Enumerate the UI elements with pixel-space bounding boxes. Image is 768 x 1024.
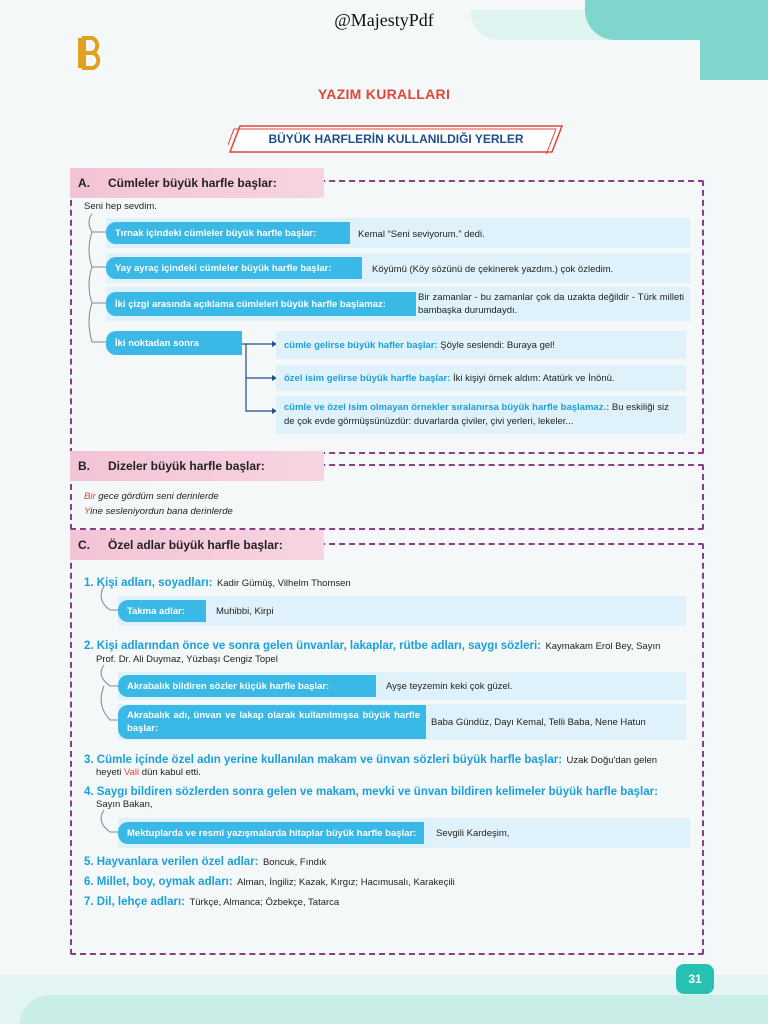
rule-a3-label: İki çizgi arasında açıklama cümleleri büyük harfle başlamaz:: [106, 292, 416, 316]
item-4-sub-label: Mektuplarda ve resmî yazışmalarda hitaplar büyük harfle başlar:: [118, 822, 424, 844]
item-1-sub-example: Muhibbi, Kirpi: [216, 606, 274, 617]
item-3: [84, 751, 694, 768]
item-4-head: 4. Saygı bildiren sözlerden sonra gelen ve makam, mevki ve ünvan bildiren kelimeler büyük harfle başlar:: [84, 786, 658, 798]
item-2-sub2-example: Baba Gündüz, Dayı Kemal, Telli Baba, Nene Hatun: [431, 717, 646, 728]
subrule-1-example: Şöyle seslendi: Buraya gel!: [440, 339, 555, 351]
poem-line-1-initial: Bir: [84, 491, 96, 502]
item-7-example: Türkçe, Almanca; Özbekçe, Tatarca: [189, 897, 340, 908]
item-5: [84, 852, 326, 870]
item-3-head: 3. Cümle içinde özel adın yerine kullanılan makam ve ünvan sözleri büyük harfle başlar:: [84, 754, 563, 766]
item-1-sub-label: Takma adlar:: [118, 600, 206, 622]
subrule-2-label: özel isim gelirse büyük harfle başlar:: [284, 372, 451, 384]
item-5-example: Boncuk, Fındık: [262, 857, 327, 868]
rule-a2-label: Yay ayraç içindeki cümleler büyük harfle başlar:: [106, 257, 362, 279]
section-b-title: Dizeler büyük harfle başlar:: [108, 459, 265, 473]
item-3-example-b: [96, 767, 201, 778]
section-a-example: Seni hep sevdim.: [84, 201, 157, 212]
rule-a1-example: Kemal “Seni seviyorum.” dedi.: [358, 229, 485, 240]
item-4-example: Sayın Bakan,: [96, 799, 153, 810]
page-number: 31: [676, 964, 714, 994]
poem-line-1-text: gece gördüm seni derinlerde: [95, 491, 219, 502]
item-2-example-a: Kaymakam Erol Bey, Sayın: [545, 641, 661, 652]
item-3-example-red: Vali: [124, 767, 140, 778]
item-2-sub2-label: Akrabalık adı, ünvan ve lakap olarak kullanılmışsa büyük harfle başlar:: [118, 705, 426, 739]
item-6-example: Alman, İngiliz; Kazak, Kırgız; Hacımusalı, Karakeçili: [237, 877, 455, 888]
item-2-example-b: Prof. Dr. Ali Duymaz, Yüzbaşı Cengiz Topel: [96, 654, 278, 665]
section-a-title: Cümleler büyük harfle başlar:: [108, 176, 277, 190]
item-7-head: 7. Dil, lehçe adları:: [84, 896, 185, 908]
poem-line-2-initial: Y: [84, 506, 91, 517]
section-c-title: Özel adlar büyük harfle başlar:: [108, 538, 283, 552]
section-c-letter: C.: [78, 538, 90, 552]
item-4-sub-example: Sevgili Kardeşim,: [436, 828, 510, 839]
item-2-head: 2. Kişi adlarından önce ve sonra gelen ünvanlar, lakaplar, rütbe adları, saygı sözleri:: [84, 640, 541, 652]
rule-a4-label: İki noktadan sonra: [106, 331, 242, 355]
item-7: [84, 892, 339, 910]
item-2: [84, 637, 694, 654]
rule-a2-example: Köyümü (Köy sözünü de çekinerek yazdım.) çok özledim.: [372, 264, 614, 275]
item-3-example-b1: heyeti: [96, 767, 124, 778]
watermark: @MajestyPdf: [334, 10, 434, 30]
item-5-head: 5. Hayvanlara verilen özel adlar:: [84, 856, 259, 868]
subrule-2-example: İki kişiyi örnek aldım: Atatürk ve İnönü.: [452, 372, 615, 384]
item-1: [84, 573, 351, 591]
item-2-sub1-label: Akrabalık bildiren sözler küçük harfle başlar:: [118, 675, 376, 697]
rule-a1-label: Tırnak içindeki cümleler büyük harfle başlar:: [106, 222, 350, 244]
item-6: [84, 872, 455, 890]
subrule-3-label: cümle ve özel isim olmayan örnekler sıralanırsa büyük harfle başlamaz.:: [284, 402, 610, 413]
subrule-1-label: cümle gelirse büyük hafler başlar:: [284, 339, 438, 351]
poem-line-2-text: ine sesleniyordun bana derinlerde: [90, 506, 233, 517]
item-2-sub1-example: Ayşe teyzemin keki çok güzel.: [386, 681, 513, 692]
item-3-example-b2: dün kabul etti.: [139, 767, 201, 778]
item-1-example: Kadir Gümüş, Vilhelm Thomsen: [216, 578, 351, 589]
section-b-letter: B.: [78, 459, 90, 473]
subrule-3-example: Bu eskiliği siz de çok evde görmüşsünüzdür: duvarlarda çiviler, çivi yerleri, lekeler...: [284, 402, 669, 427]
banner-title: BÜYÜK HARFLERİN KULLANILDIĞI YERLER: [268, 132, 524, 146]
section-a-letter: A.: [78, 176, 90, 190]
page-title: YAZIM KURALLARI: [317, 86, 451, 102]
item-4: [84, 782, 694, 800]
item-1-head: 1. Kişi adları, soyadları:: [84, 577, 213, 589]
rule-a3-example: Bir zamanlar - bu zamanlar çok da uzakta değildir - Türk milleti bambaşka durumdaydı.: [418, 292, 684, 316]
item-6-head: 6. Millet, boy, oymak adları:: [84, 876, 233, 888]
item-3-example-a: Uzak Doğu'dan gelen: [566, 755, 658, 766]
